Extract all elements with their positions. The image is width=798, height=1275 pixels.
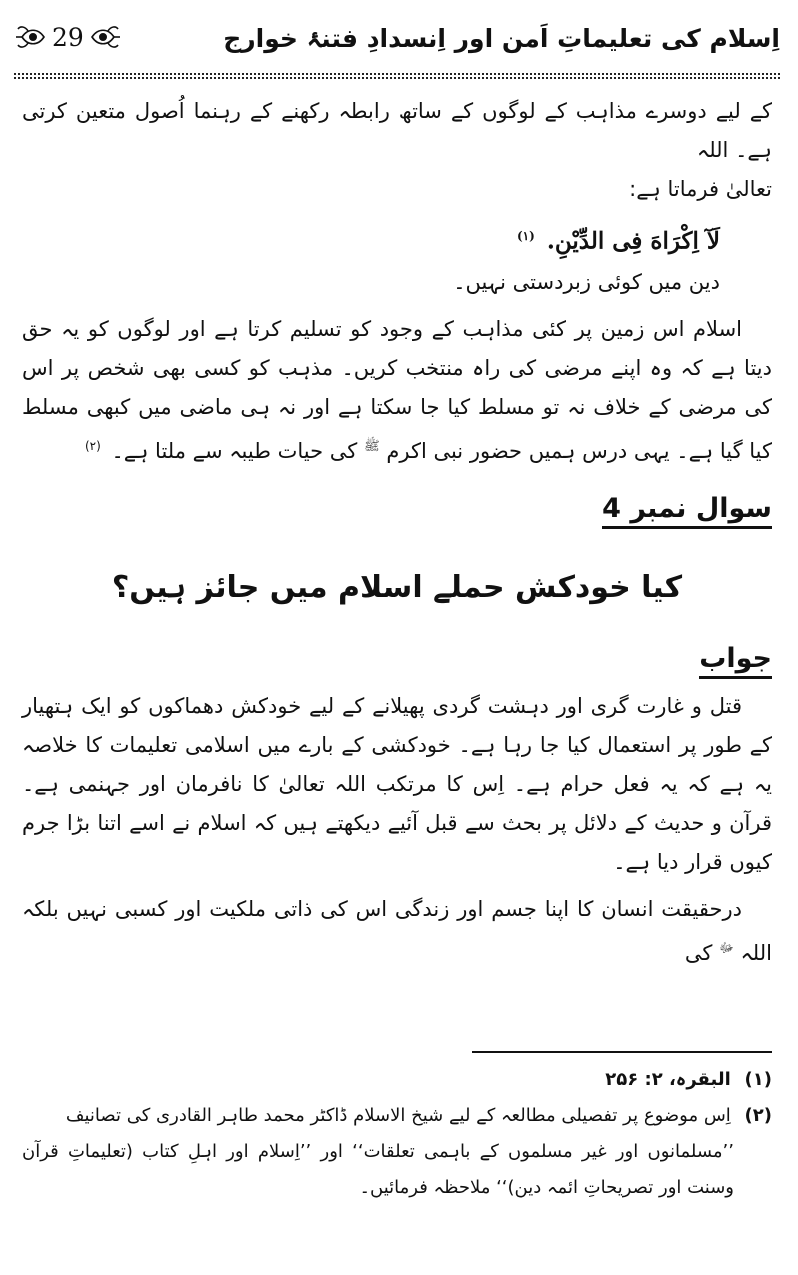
- header-title: اِسلام کی تعلیماتِ اَمن اور اِنسدادِ فتنۂ خوارج: [223, 24, 780, 53]
- answer-paragraph-2: [22, 890, 772, 973]
- answer-paragraph-2-end: کی: [684, 940, 713, 965]
- paragraph-1-text-end: کی حیات طیبہ سے ملتا ہے۔: [111, 438, 358, 463]
- quran-verse: [22, 215, 772, 263]
- paragraph-1: [22, 310, 772, 471]
- footnote-ref-2: (۲): [84, 438, 101, 453]
- footnote-divider: [472, 1051, 772, 1053]
- footnote-item: [22, 1062, 772, 1098]
- answer-paragraph-2-text: درحقیقت انسان کا اپنا جسم اور زندگی اس کی ذاتی ملکیت اور کسبی نہیں بلکہ اللہ: [22, 896, 772, 965]
- footnote-marker: (۱): [744, 1069, 772, 1090]
- footnote-ref-1: (۱): [516, 229, 535, 243]
- paragraph-1-text: اسلام اس زمین پر کئی مذاہب کے وجود کو تسلیم کرتا ہے اور لوگوں کو یہ حق دیتا ہے کہ وہ اپنے مرضی کی راہ منتخب کریں۔ مذہب کو کسی بھی شخص پر اس کی مرضی کے خلاف نہ تو مسلط کیا جا سکتا ہے اور نہ ہی ماضی میں کبھی مسلط کیا گیا ہے۔ یہی درس ہمیں حضور نبی اکرم: [22, 316, 772, 463]
- footnote-text: البقرہ، ۲: ۲۵۶: [605, 1069, 731, 1090]
- footnote-text: اِس موضوع پر تفصیلی مطالعہ کے لیے شیخ الاسلام ڈاکٹر محمد طاہر القادری کی تصانیف: [65, 1105, 731, 1126]
- body-text: [22, 92, 772, 973]
- glorification-glyph: ﷻ: [719, 940, 734, 956]
- footnote-marker: (۲): [744, 1105, 772, 1126]
- footnotes: [22, 1062, 772, 1206]
- running-header: [14, 20, 780, 76]
- header-divider: [14, 73, 780, 79]
- page-number-block: [14, 20, 122, 54]
- intro-line-2: تعالیٰ فرماتا ہے:: [629, 177, 772, 201]
- intro-line-1: کے لیے دوسرے مذاہب کے لوگوں کے ساتھ رابطہ رکھنے کے رہنما اُصول متعین کرتی ہے۔ اللہ: [22, 99, 772, 162]
- answer-paragraph-1: قتل و غارت گری اور دہشت گردی پھیلانے کے لیے خودکش دھماکوں کو ایک ہتھیار کے طور پر استعمال کیا جا رہا ہے۔ خودکشی کے بارے میں اسلامی تعلیمات کا خلاصہ یہ ہے کہ یہ فعل حرام ہے۔ اِس کا مرتکب اللہ تعالیٰ کا نافرمان اور جہنمی ہے۔ قرآن و حدیث کے دلائل پر بحث سے قبل آئیے دیکھتے ہیں کہ اسلام نے اسے اتنا بڑا جرم کیوں قرار دیا ہے۔: [22, 693, 772, 874]
- answer-heading: جواب: [699, 643, 772, 679]
- verse-translation: دین میں کوئی زبردستی نہیں۔: [453, 269, 720, 294]
- question-title: کیا خودکش حملے اسلام میں جائز ہیں؟: [111, 569, 683, 605]
- page-number: 29: [52, 22, 84, 52]
- right-ornament-icon: [88, 20, 122, 54]
- intro-line: [22, 92, 772, 170]
- footnote-item: [22, 1098, 772, 1206]
- question-number-heading: سوال نمبر 4: [602, 493, 772, 529]
- salutation-glyph: ﷺ: [363, 438, 380, 454]
- verse-text: لَآ اِكْرَاهَ فِى الدِّيْنِ.: [546, 227, 720, 255]
- intro-line: [22, 170, 772, 209]
- footnote-text-continued: ’’مسلمانوں اور غیر مسلموں کے باہمی تعلقات‘‘ اور ’’اِسلام اور اہلِ کتاب (تعلیماتِ قرآن وسنت اور تصریحاتِ ائمہ دین)‘‘ ملاحظہ فرمائیں۔: [22, 1141, 734, 1198]
- left-ornament-icon: [14, 20, 48, 54]
